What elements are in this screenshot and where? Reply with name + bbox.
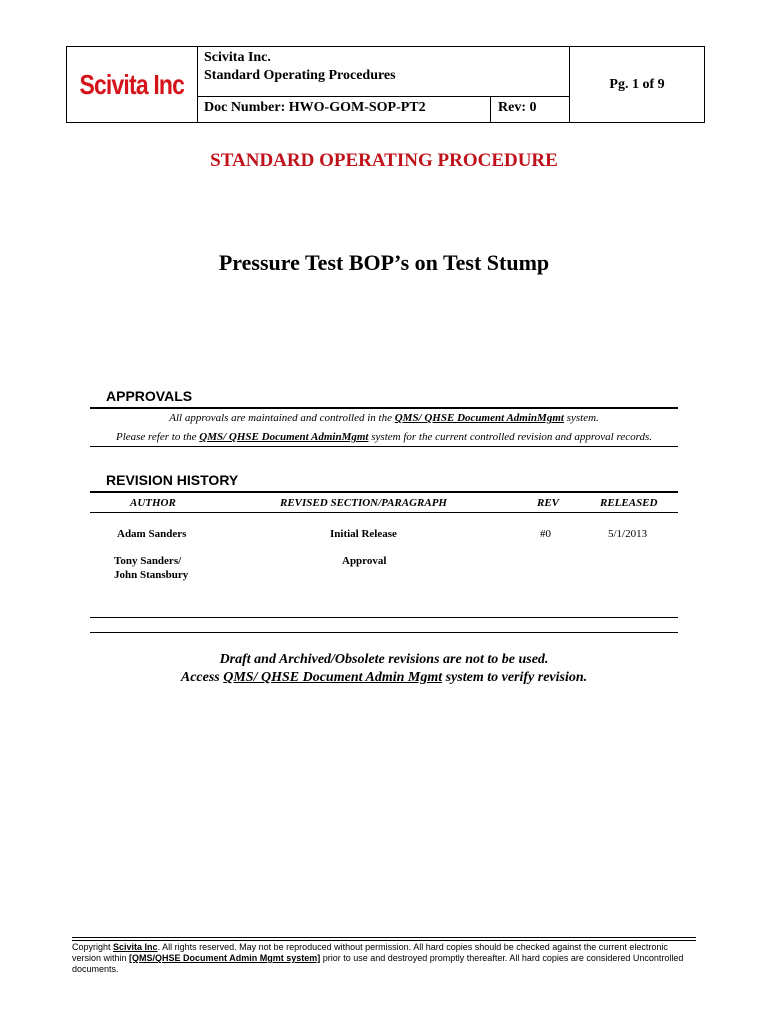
notice-line-2-end: system to verify revision. bbox=[442, 670, 588, 685]
page-title: Pressure Test BOP’s on Test Stump bbox=[218, 250, 550, 275]
approvals-heading: APPROVALS bbox=[106, 388, 193, 404]
footer-text-3: prior to use and destroyed promptly thereafter. All hard copies are considered Uncontrolled documents. bbox=[72, 953, 684, 974]
footer-system-link[interactable]: [QMS/QHSE Document Admin Mgmt system] bbox=[129, 953, 321, 963]
qms-link[interactable]: QMS/ QHSE Document Admin Mgmt bbox=[223, 670, 443, 685]
column-header-released: RELEASED bbox=[600, 497, 658, 509]
revision-number: Rev: 0 bbox=[491, 97, 570, 122]
row-section: Initial Release bbox=[330, 528, 397, 540]
revision-table-header-rule bbox=[90, 512, 678, 513]
footer-rule-2 bbox=[72, 940, 696, 941]
approvals-line-1-text: All approvals are maintained and controlled in the bbox=[169, 412, 395, 424]
approvals-top-rule bbox=[90, 407, 678, 409]
document-type: Standard Operating Procedures bbox=[204, 68, 396, 83]
approvals-line-2-text: Please refer to the bbox=[115, 431, 200, 443]
row-section: Approval bbox=[342, 555, 387, 567]
approvals-line-1 bbox=[90, 412, 678, 424]
qms-link[interactable]: QMS/ QHSE Document AdminMgmt bbox=[394, 412, 564, 424]
row-author: Tony Sanders/ bbox=[114, 555, 182, 567]
doc-number: Doc Number: HWO-GOM-SOP-PT2 bbox=[198, 97, 491, 122]
company-logo: Scivita Inc bbox=[79, 68, 185, 100]
footer-rule-1 bbox=[72, 937, 696, 938]
approvals-line-2 bbox=[90, 431, 678, 443]
company-name: Scivita Inc. bbox=[204, 50, 271, 65]
revision-history-heading: REVISION HISTORY bbox=[106, 472, 239, 488]
revision-table-rule-1 bbox=[90, 617, 678, 618]
row-rev: #0 bbox=[540, 528, 551, 540]
revision-table-rule-2 bbox=[90, 632, 678, 633]
footer-text-2: . All rights reserved. May not be reproduced without permission. All hard copies should be checked against the current electronic version within bbox=[72, 942, 668, 963]
page-number: Pg. 1 of 9 bbox=[609, 76, 665, 92]
row-released: 5/1/2013 bbox=[608, 528, 648, 540]
qms-link[interactable]: QMS/ QHSE Document AdminMgmt bbox=[199, 431, 369, 443]
approvals-bottom-rule bbox=[90, 446, 678, 447]
column-header-rev: REV bbox=[537, 497, 560, 509]
header-title-cell bbox=[198, 47, 570, 97]
logo-cell bbox=[67, 47, 198, 122]
row-author-line-2: John Stansbury bbox=[114, 569, 189, 581]
footer-text-1: Copyright bbox=[72, 942, 114, 952]
column-header-author: AUTHOR bbox=[130, 497, 176, 509]
column-header-section: REVISED SECTION/PARAGRAPH bbox=[280, 497, 447, 509]
footer-company-link[interactable]: Scivita Inc bbox=[113, 942, 158, 952]
approvals-line-1-end: system. bbox=[563, 412, 599, 424]
sop-label: STANDARD OPERATING PROCEDURE bbox=[210, 150, 558, 171]
row-author: Adam Sanders bbox=[117, 528, 187, 540]
notice-line-2 bbox=[0, 670, 768, 686]
document-header bbox=[66, 46, 705, 123]
notice-line-1: Draft and Archived/Obsolete revisions are not to be used. bbox=[219, 652, 549, 667]
revision-table-top-rule bbox=[90, 491, 678, 493]
copyright-footer bbox=[72, 942, 696, 975]
approvals-line-2-end: system for the current controlled revision and approval records. bbox=[368, 431, 653, 443]
notice-line-2-text: Access bbox=[180, 670, 224, 685]
